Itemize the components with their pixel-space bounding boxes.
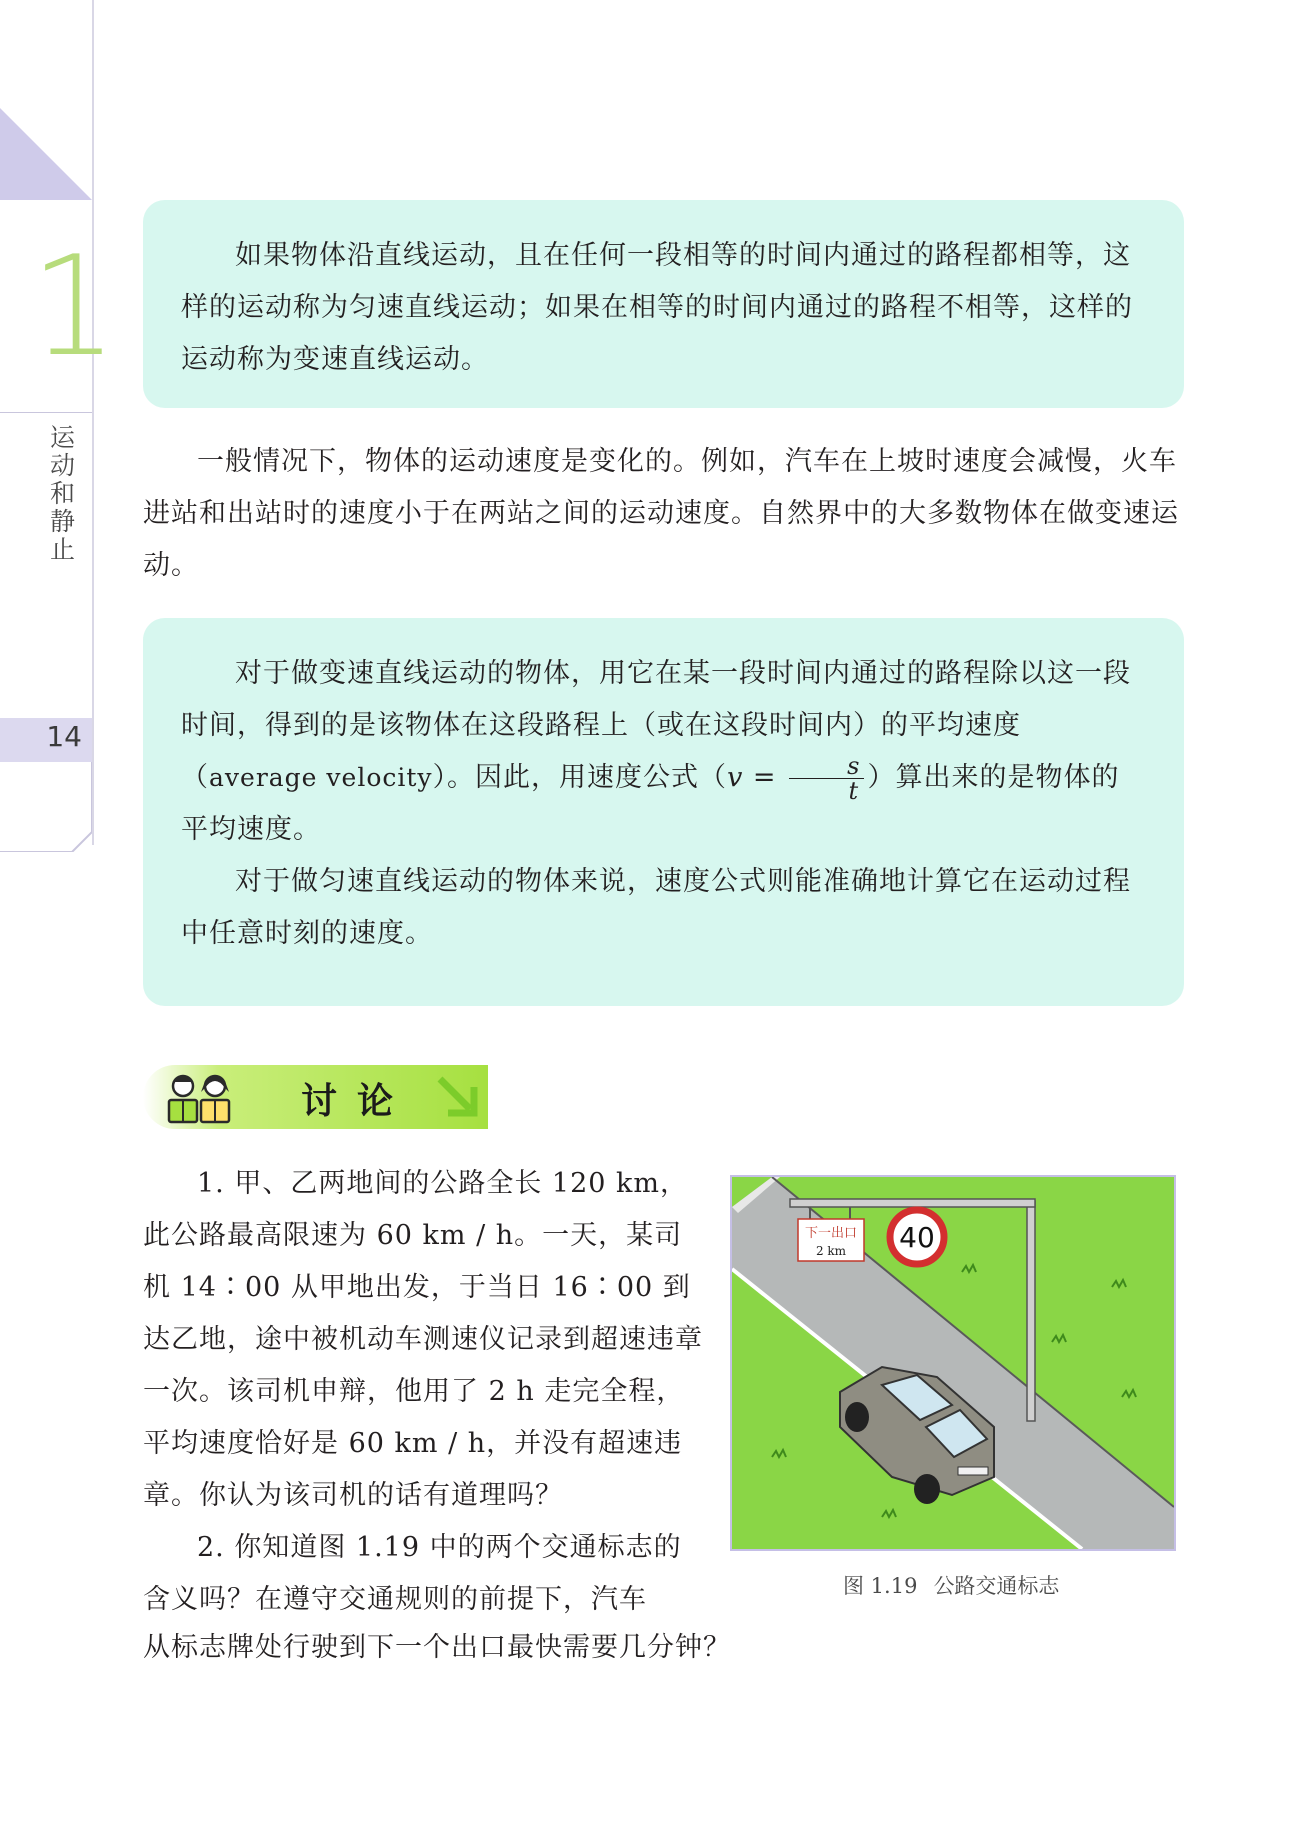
- discussion-title: 讨论: [301, 1081, 414, 1122]
- body-paragraph-block: [143, 436, 1184, 592]
- page-number: 14: [46, 720, 82, 753]
- question-1: 1. 甲、乙两地间的公路全长 120 km，此公路最高限速为 60 km / h。一天，某司机 14∶00 从甲地出发，于当日 16∶00 到达乙地，途中被机动车测速仪记录到超速违章一次。该司机申辩，他用了 2 h 走完全程，平均速度恰好是 60 km / h，并没有超速违章。你认为该司机的话有道理吗？: [143, 1168, 703, 1511]
- formula-fraction: [789, 754, 864, 803]
- exit-sign-distance: 2 km: [815, 1244, 847, 1258]
- question-2-end-block: [143, 1622, 903, 1674]
- formula-denominator: t: [848, 777, 860, 805]
- figure-road-signs: [730, 1175, 1176, 1551]
- definition-paragraph: 如果物体沿直线运动，且在任何一段相等的时间内通过的路程都相等，这样的运动称为匀速直线运动；如果在相等的时间内通过的路程不相等，这样的运动称为变速直线运动。: [181, 240, 1133, 375]
- formula: [727, 752, 867, 805]
- question-2-start: 2. 你知道图 1.19 中的两个交通标志的含义吗？在遵守交通规则的前提下，汽车: [143, 1532, 682, 1615]
- speed-limit-value: 40: [899, 1221, 935, 1254]
- formula-equals: =: [743, 762, 787, 793]
- margin-corner: [0, 762, 92, 852]
- avg-text-2: ）。因此，用速度公式（: [432, 762, 728, 793]
- figure-caption-number: 图 1.19: [843, 1574, 918, 1598]
- avg-term: average velocity: [209, 763, 433, 792]
- arrow-down-right-icon: [436, 1075, 482, 1121]
- formula-numerator: s: [789, 754, 864, 779]
- students-reading-icon: [153, 1068, 253, 1128]
- margin-line: [92, 0, 94, 845]
- average-velocity-paragraph: [181, 648, 1146, 856]
- avg-text-1: 对于做变速直线运动的物体，用它在某一段时间内通过的路程除以这一段时间，得到的是该物体在这段路程上（或在这段时间内）的平均速度（: [181, 658, 1131, 793]
- definition-box-average-velocity: [143, 618, 1184, 1006]
- discussion-header: [143, 1065, 488, 1129]
- uniform-velocity-paragraph: 对于做匀速直线运动的物体来说，速度公式则能准确地计算它在运动过程中任意时刻的速度。: [181, 866, 1131, 949]
- margin-triangle: [0, 108, 92, 200]
- figure-caption-text: 公路交通标志: [933, 1574, 1060, 1598]
- definition-box-uniform-motion: [143, 200, 1184, 408]
- margin-divider: [0, 412, 92, 413]
- discussion-questions: [143, 1158, 703, 1626]
- question-2-end: 从标志牌处行驶到下一个出口最快需要几分钟？: [143, 1632, 731, 1663]
- chapter-number: 1: [30, 226, 118, 387]
- avg-text-3: ）算出来的是物体的平均速度。: [181, 762, 1120, 845]
- formula-v: v: [727, 762, 744, 793]
- body-paragraph: 一般情况下，物体的运动速度是变化的。例如，汽车在上坡时速度会减慢，火车进站和出站时的速度小于在两站之间的运动速度。自然界中的大多数物体在做变速运动。: [143, 446, 1179, 581]
- exit-sign-label: 下一出口: [804, 1226, 858, 1241]
- road-illustration: [732, 1177, 1174, 1549]
- chapter-title: 运动和静止: [50, 423, 76, 564]
- figure-caption: [843, 1570, 1059, 1600]
